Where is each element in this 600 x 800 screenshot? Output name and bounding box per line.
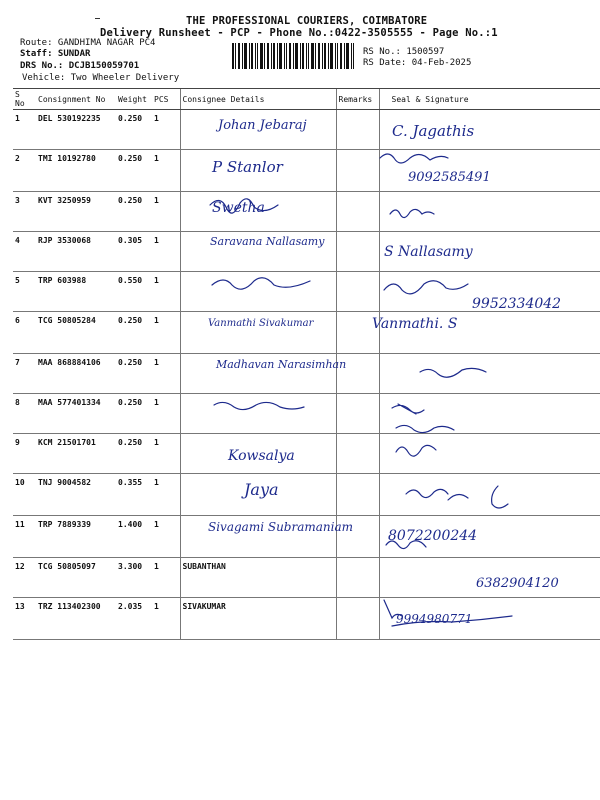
row-seal (379, 354, 600, 394)
row-consignment: KCM 21501701 (36, 434, 116, 474)
row-consignment: DEL 530192235 (36, 110, 116, 150)
row-weight: 1.400 (116, 516, 152, 558)
row-consignee (180, 394, 336, 434)
row-remarks (336, 474, 379, 516)
row-pcs: 1 (152, 558, 180, 598)
row-remarks (336, 598, 379, 640)
row-weight: 0.305 (116, 232, 152, 272)
table-header-row (13, 89, 600, 110)
row-weight: 0.250 (116, 192, 152, 232)
col-sno: S No (13, 89, 36, 110)
rs-date: RS Date: 04-Feb-2025 (363, 58, 472, 68)
seal-signature-handwriting: Vanmathi. S (372, 316, 458, 332)
row-sno: 12 (13, 558, 36, 598)
consignee-handwriting: Vanmathi Sivakumar (208, 318, 314, 329)
table-row (13, 598, 600, 640)
row-seal (379, 192, 600, 232)
row-consignment: TCG 50805284 (36, 312, 116, 354)
row-consignment: TNJ 9004582 (36, 474, 116, 516)
row-sno: 10 (13, 474, 36, 516)
col-weight: Weight (116, 89, 152, 110)
row-remarks (336, 150, 379, 192)
row-pcs: 1 (152, 394, 180, 434)
row-consignment: TCG 50805097 (36, 558, 116, 598)
vehicle-label: Vehicle: Two Wheeler Delivery (22, 73, 180, 83)
seal-signature-handwriting: 8072200244 (388, 528, 478, 544)
row-weight: 0.250 (116, 434, 152, 474)
row-sno: 1 (13, 110, 36, 150)
row-consignee (180, 272, 336, 312)
row-weight: 0.355 (116, 474, 152, 516)
row-pcs: 1 (152, 474, 180, 516)
col-pcs: PCS (152, 89, 180, 110)
row-pcs: 1 (152, 232, 180, 272)
row-sno: 3 (13, 192, 36, 232)
row-consignment: TMI 10192780 (36, 150, 116, 192)
consignee-handwriting: P Stanlor (212, 158, 283, 176)
row-sno: 13 (13, 598, 36, 640)
row-sno: 6 (13, 312, 36, 354)
consignee-handwriting: Jaya (244, 480, 279, 499)
table-row (13, 394, 600, 434)
row-weight: 0.250 (116, 110, 152, 150)
row-pcs: 1 (152, 312, 180, 354)
row-consignment: MAA 577401334 (36, 394, 116, 434)
consignee-handwriting: Madhavan Narasimhan (216, 358, 347, 371)
row-consignment: KVT 3250959 (36, 192, 116, 232)
tick-mark (95, 18, 100, 19)
col-remarks: Remarks (336, 89, 379, 110)
table-row (13, 434, 600, 474)
company-title: THE PROFESSIONAL COURIERS, COIMBATORE (186, 15, 428, 27)
row-consignee: SIVAKUMAR (180, 598, 336, 640)
consignee-handwriting: Kowsalya (228, 448, 295, 464)
seal-signature-handwriting: 9092585491 (408, 170, 491, 185)
row-sno: 7 (13, 354, 36, 394)
row-pcs: 1 (152, 150, 180, 192)
seal-signature-handwriting: 9952334042 (472, 296, 562, 312)
seal-signature-handwriting: C. Jagathis (392, 122, 475, 140)
row-pcs: 1 (152, 354, 180, 394)
table-row (13, 192, 600, 232)
drs-number: DRS No.: DCJB150059701 (20, 61, 140, 71)
row-weight: 0.250 (116, 394, 152, 434)
row-remarks (336, 434, 379, 474)
row-remarks (336, 110, 379, 150)
row-remarks (336, 192, 379, 232)
row-pcs: 1 (152, 516, 180, 558)
row-weight: 0.250 (116, 354, 152, 394)
route-label: Route: GANDHIMA NAGAR PC4 (20, 38, 156, 48)
consignee-handwriting: Saravana Nallasamy (210, 235, 325, 248)
row-seal (379, 394, 600, 434)
row-sno: 9 (13, 434, 36, 474)
row-weight: 2.035 (116, 598, 152, 640)
rs-number: RS No.: 1500597 (363, 47, 445, 57)
row-sno: 5 (13, 272, 36, 312)
row-remarks (336, 232, 379, 272)
row-remarks (336, 558, 379, 598)
staff-label: Staff: SUNDAR (20, 49, 91, 59)
row-sno: 8 (13, 394, 36, 434)
row-weight: 3.300 (116, 558, 152, 598)
row-weight: 0.250 (116, 312, 152, 354)
row-pcs: 1 (152, 434, 180, 474)
row-seal (379, 434, 600, 474)
row-consignment: TRP 7889339 (36, 516, 116, 558)
row-pcs: 1 (152, 192, 180, 232)
consignee-handwriting: Swetha (212, 200, 265, 216)
row-pcs: 1 (152, 110, 180, 150)
row-consignment: TRZ 113402300 (36, 598, 116, 640)
seal-signature-handwriting: 9994980771 (396, 612, 473, 626)
row-sno: 2 (13, 150, 36, 192)
row-seal (379, 474, 600, 516)
runsheet-title: Delivery Runsheet - PCP - Phone No.:0422-3505555 - Page No.:1 (100, 27, 498, 39)
table-row (13, 150, 600, 192)
row-weight: 0.550 (116, 272, 152, 312)
col-consignee: Consignee Details (180, 89, 336, 110)
row-weight: 0.250 (116, 150, 152, 192)
table-row (13, 474, 600, 516)
row-consignee: SUBANTHAN (180, 558, 336, 598)
col-consignment: Consignment No (36, 89, 116, 110)
consignee-handwriting: Sivagami Subramaniam (208, 520, 354, 534)
row-consignment: RJP 3530068 (36, 232, 116, 272)
row-remarks (336, 394, 379, 434)
col-seal: Seal & Signature (379, 89, 600, 110)
row-consignment: TRP 603988 (36, 272, 116, 312)
row-remarks (336, 272, 379, 312)
consignee-handwriting: Johan Jebaraj (218, 118, 307, 133)
row-pcs: 1 (152, 598, 180, 640)
row-sno: 11 (13, 516, 36, 558)
row-pcs: 1 (152, 272, 180, 312)
row-consignment: MAA 868884106 (36, 354, 116, 394)
row-sno: 4 (13, 232, 36, 272)
barcode (232, 43, 354, 69)
seal-signature-handwriting: S Nallasamy (384, 244, 473, 260)
seal-signature-handwriting: 6382904120 (476, 576, 559, 591)
